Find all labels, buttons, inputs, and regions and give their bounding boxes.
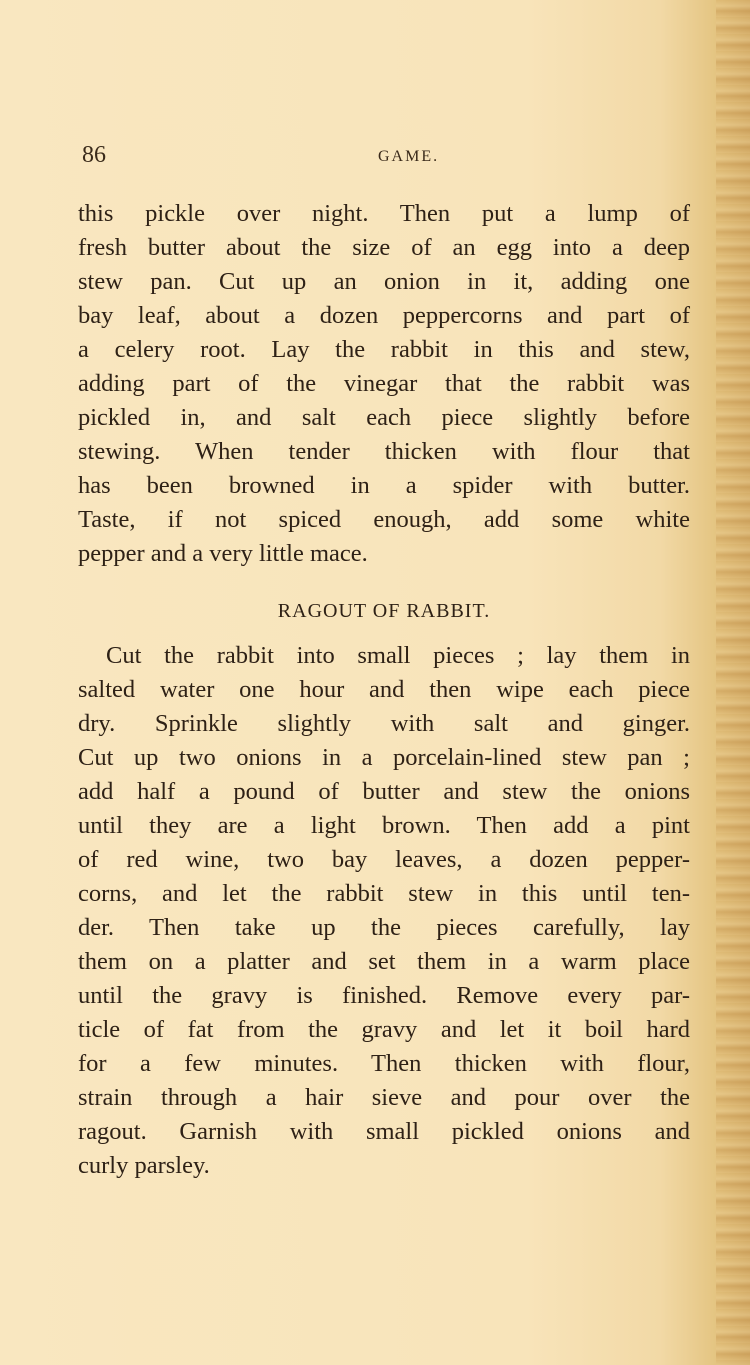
page-number: 86 xyxy=(82,142,106,168)
recipe-title: RAGOUT OF RABBIT. xyxy=(277,600,491,622)
text-line: strain through a hair sieve and pour over the xyxy=(78,1084,690,1111)
text-line: stewing. When tender thicken with flour that xyxy=(78,438,690,465)
page-edge xyxy=(716,0,750,1365)
text-line: until the gravy is finished. Remove every par- xyxy=(78,982,690,1009)
text-line: der. Then take up the pieces carefully, lay xyxy=(78,914,690,941)
text-line: curly parsley. xyxy=(78,1152,210,1179)
text-line: pepper and a very little mace. xyxy=(78,540,368,567)
text-line: a celery root. Lay the rabbit in this and stew, xyxy=(78,336,690,363)
text-line: them on a platter and set them in a warm place xyxy=(78,948,690,975)
text-line: has been browned in a spider with butter. xyxy=(78,472,690,499)
text-line: this pickle over night. Then put a lump of xyxy=(78,200,690,227)
text-line: bay leaf, about a dozen peppercorns and part of xyxy=(78,302,690,329)
text-line: Taste, if not spiced enough, add some white xyxy=(78,506,690,533)
text-line: corns, and let the rabbit stew in this until ten- xyxy=(78,880,690,907)
running-head: GAME. xyxy=(378,148,440,165)
text-line: fresh butter about the size of an egg into a deep xyxy=(78,234,690,261)
text-line: salted water one hour and then wipe each piece xyxy=(78,676,690,703)
text-line: Cut up two onions in a porcelain-lined stew pan ; xyxy=(78,744,690,771)
text-line: pickled in, and salt each piece slightly before xyxy=(78,404,690,431)
text-line: until they are a light brown. Then add a pint xyxy=(78,812,690,839)
text-line: ragout. Garnish with small pickled onions and xyxy=(78,1118,690,1145)
text-line: Cut the rabbit into small pieces ; lay them in xyxy=(106,642,690,669)
page-header xyxy=(82,142,690,176)
text-line: of red wine, two bay leaves, a dozen pepper- xyxy=(78,846,690,873)
text-line: for a few minutes. Then thicken with flour, xyxy=(78,1050,690,1077)
text-line: ticle of fat from the gravy and let it boil hard xyxy=(78,1016,690,1043)
text-line: adding part of the vinegar that the rabbit was xyxy=(78,370,690,397)
text-line: stew pan. Cut up an onion in it, adding one xyxy=(78,268,690,295)
text-line: add half a pound of butter and stew the onions xyxy=(78,778,690,805)
text-line: dry. Sprinkle slightly with salt and ginger. xyxy=(78,710,690,737)
